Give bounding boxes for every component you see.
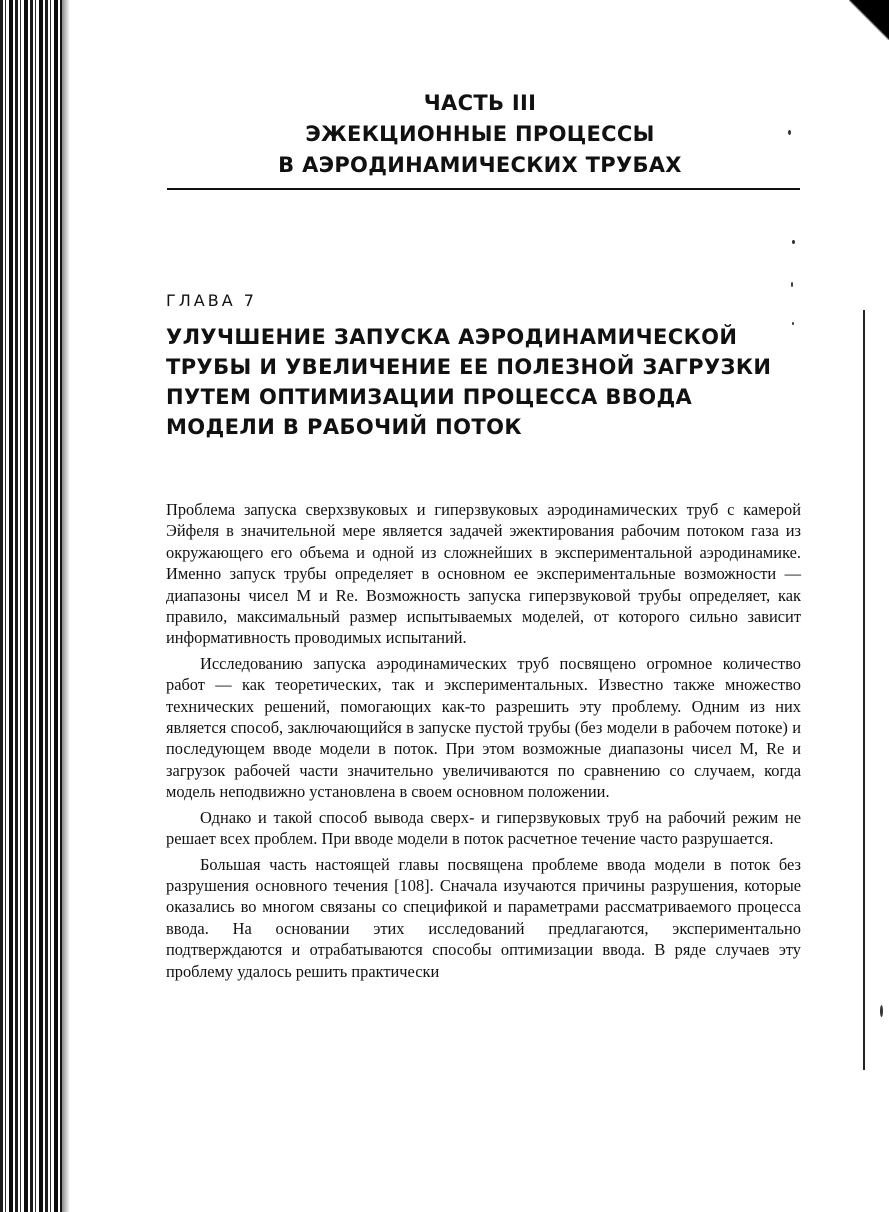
paragraph: Большая часть настоящей главы посвящена проблеме ввода модели в поток без разрушения основного течения [108]. Сначала изучаются причины разрушения, которые оказались во многом связаны со спецификой и параметрами рассматриваемого процесса ввода. На основании этих исследований предлагаются, экспериментально подтверждаются и отрабатываются способы оптимизации ввода. В ряде случаев эту проблему удалось решить практически (166, 854, 801, 981)
scan-speck (792, 322, 794, 325)
scan-corner-top-right (849, 0, 889, 40)
part-heading (210, 88, 750, 181)
scan-edge-left (0, 0, 62, 1212)
part-heading-line: В АЭРОДИНАМИЧЕСКИХ ТРУБАХ (278, 153, 682, 177)
paragraph: Проблема запуска сверхзвуковых и гиперзвуковых аэродинамических труб с камерой Эйфеля в значительной мере является задачей эжектирования рабочим потоком газа из окружающего его объема и одной из сложнейших в экспериментальной аэродинамике. Именно запуск трубы определяет в основном ее экспериментальные возможности — диапазоны чисел M и Re. Возможность запуска гиперзвуковой трубы определяет, как правило, максимальный размер испытываемых моделей, от которого сильно зависит информативность проводимых испытаний. (166, 500, 801, 648)
chapter-label: ГЛАВА 7 (166, 291, 257, 310)
paragraph: Исследованию запуска аэродинамических труб посвящено огромное количество работ — как теоретических, так и экспериментальных. Известно также множество технических решений, помогающих как-то разрешить эту проблему. Одним из них является способ, заключающийся в запуске пустой трубы (без модели в рабочем потоке) и последующем вводе модели в поток. При этом возможные диапазоны чисел M, Re и загрузок рабочей части значительно увеличиваются по сравнению со случаем, когда модель неподвижно установлена в своем основном положении. (166, 653, 801, 802)
section-divider (167, 188, 800, 190)
part-heading-line: ЭЖЕКЦИОННЫЕ ПРОЦЕССЫ (305, 122, 655, 146)
chapter-title-line: МОДЕЛИ В РАБОЧИЙ ПОТОК (166, 415, 522, 439)
scan-speck (788, 130, 791, 135)
scan-speck (792, 240, 795, 244)
chapter-title-line: ТРУБЫ И УВЕЛИЧЕНИЕ ЕЕ ПОЛЕЗНОЙ ЗАГРУЗКИ (166, 355, 772, 379)
part-heading-line: ЧАСТЬ III (423, 91, 537, 115)
scan-speck (880, 1005, 883, 1017)
body-text (166, 499, 801, 986)
scan-edge-right (863, 310, 865, 1070)
chapter-title-line: УЛУЧШЕНИЕ ЗАПУСКА АЭРОДИНАМИЧЕСКОЙ (166, 325, 738, 349)
chapter-title-line: ПУТЕМ ОПТИМИЗАЦИИ ПРОЦЕССА ВВОДА (166, 385, 693, 409)
scan-speck (791, 282, 793, 287)
paragraph: Однако и такой способ вывода сверх- и гиперзвуковых труб на рабочий режим не решает всех проблем. При вводе модели в поток расчетное течение часто разрушается. (166, 807, 801, 849)
chapter-title (166, 322, 786, 442)
